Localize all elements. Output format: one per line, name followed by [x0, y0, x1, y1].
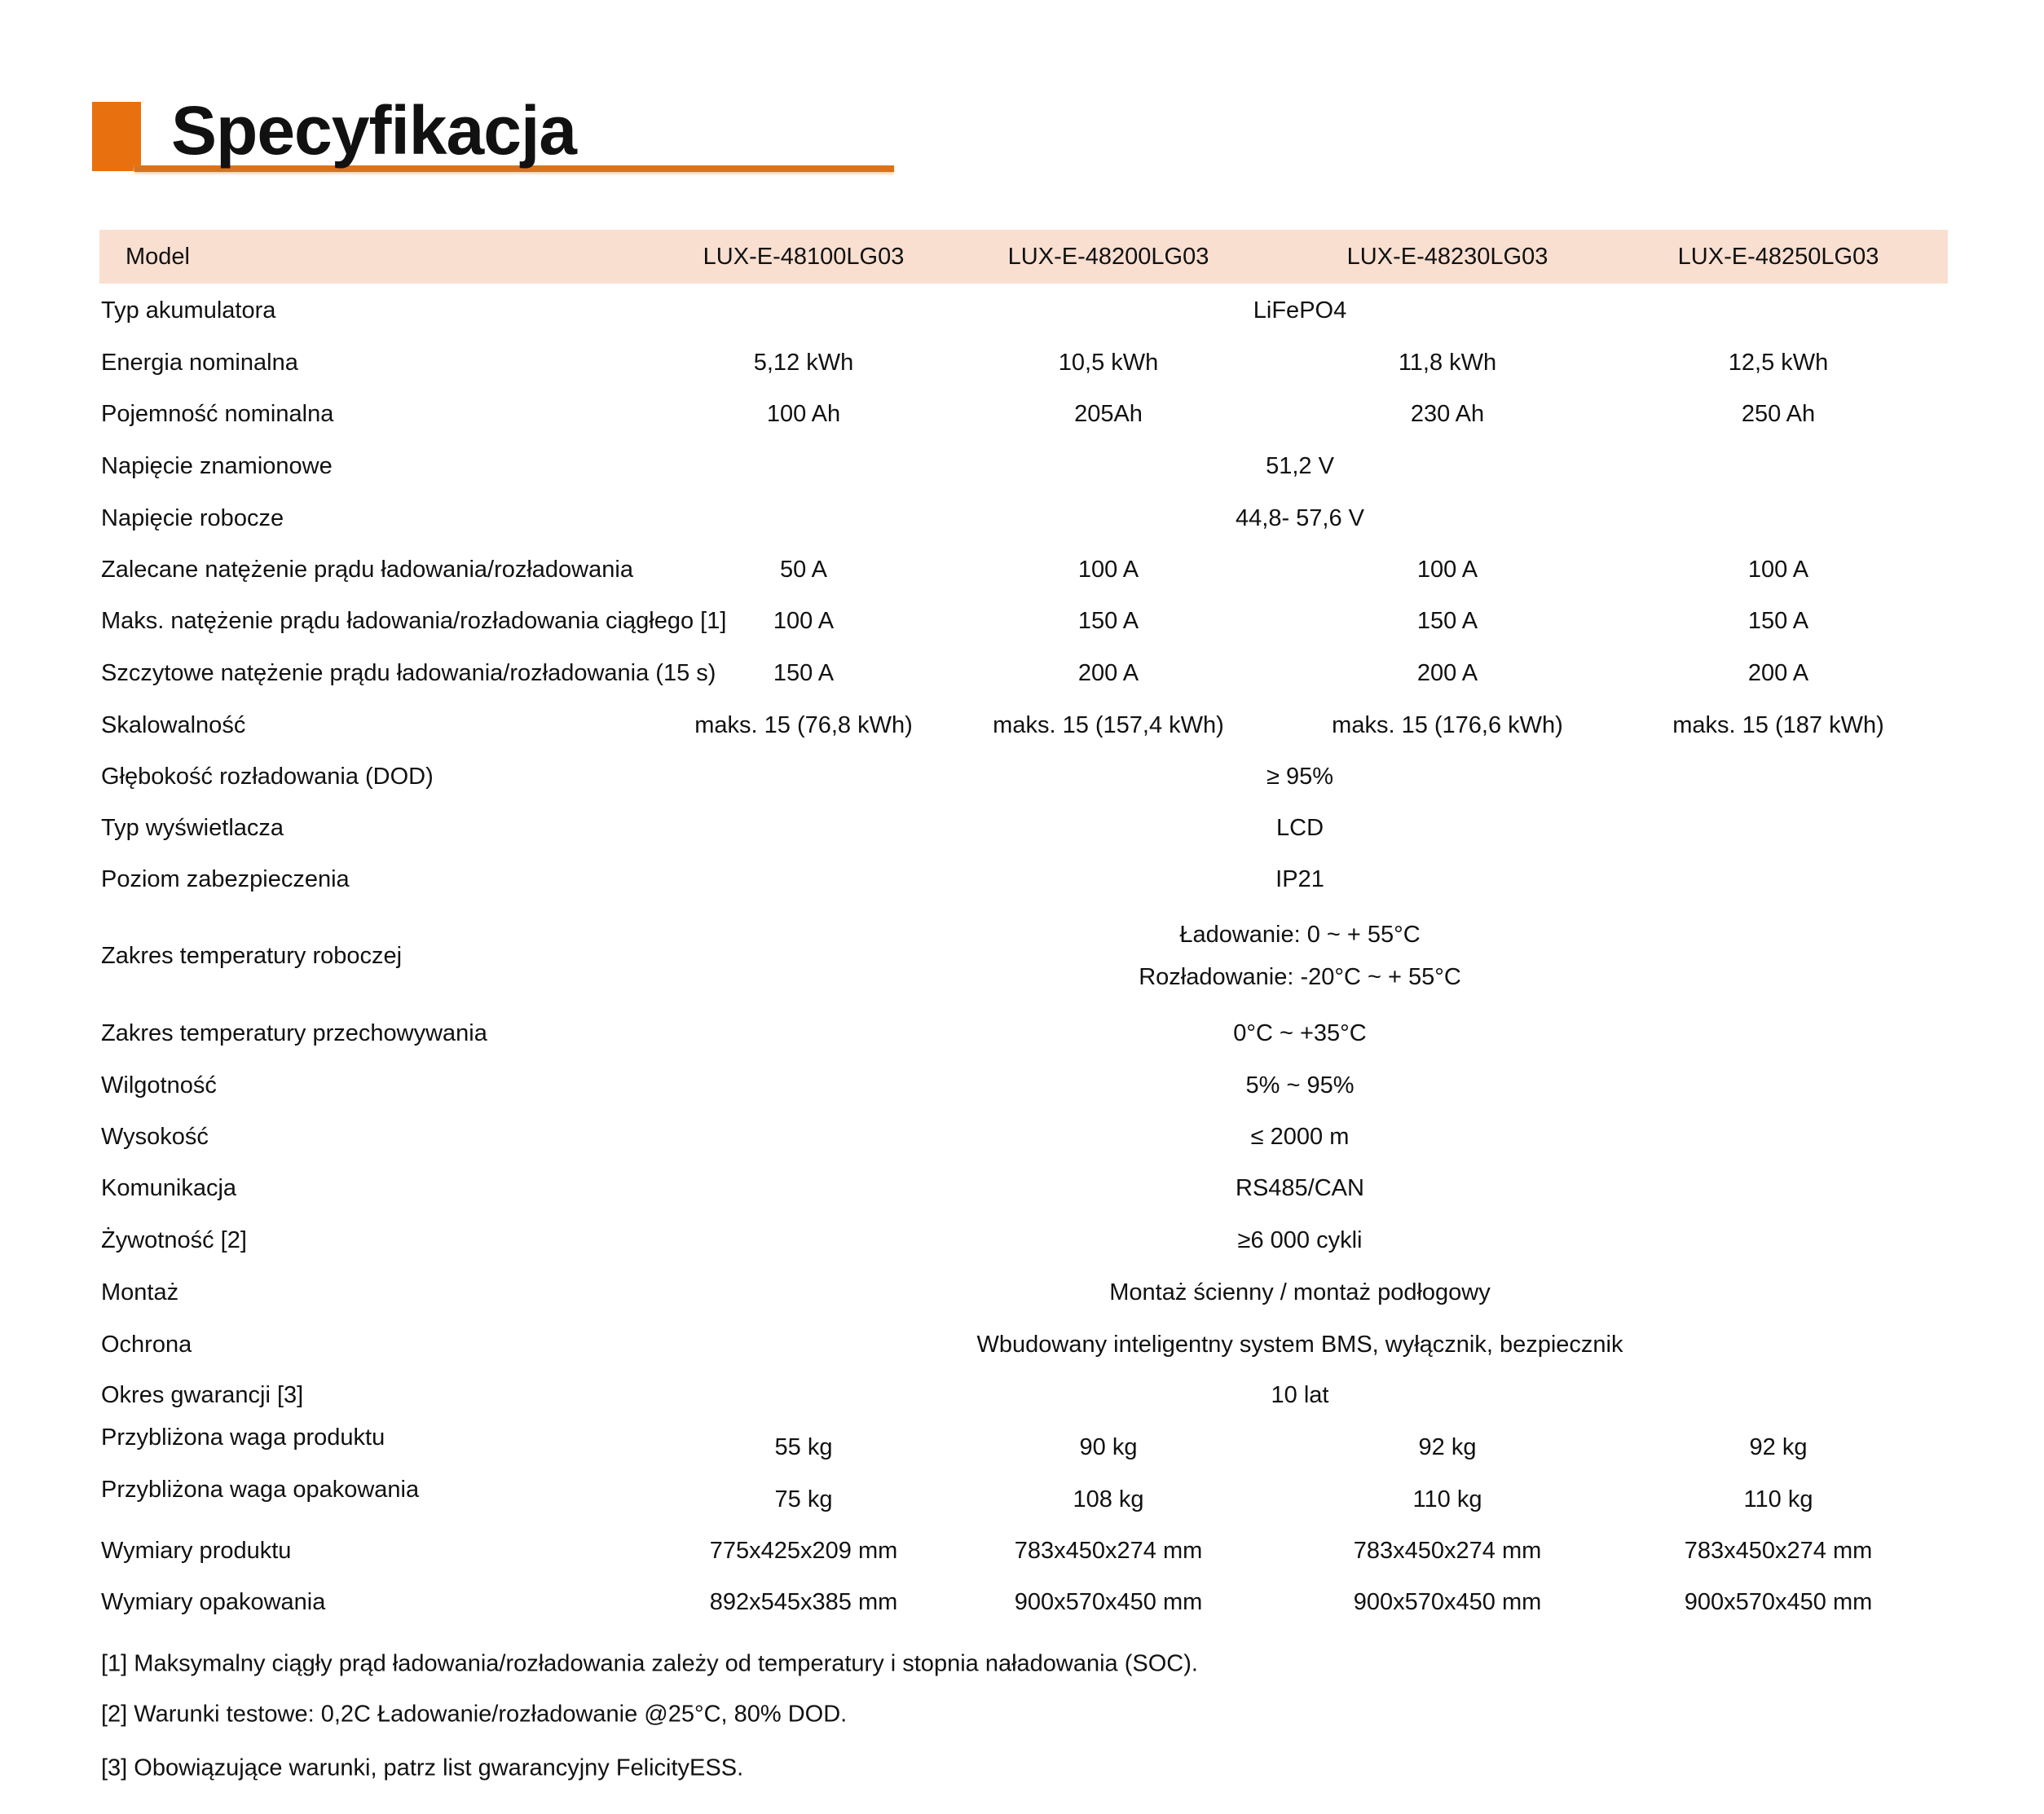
- footnote: [2] Warunki testowe: 0,2C Ładowanie/rozładowanie @25°C, 80% DOD.: [101, 1701, 848, 1728]
- row-label: Szczytowe natężenie prądu ładowania/rozładowania (15 s): [101, 660, 716, 686]
- row-value: 200 A: [1747, 660, 1809, 686]
- row-value: 250 Ah: [1741, 401, 1816, 427]
- row-label: Zakres temperatury roboczej: [101, 943, 403, 969]
- row-value: 11,8 kWh: [1398, 350, 1497, 376]
- row-label: Ochrona: [101, 1332, 192, 1358]
- row-value-all: LCD: [1275, 815, 1324, 841]
- row-value: maks. 15 (187 kWh): [1672, 712, 1884, 738]
- row-label: Przybliżona waga produktu: [101, 1424, 385, 1451]
- row-value-all: Montaż ścienny / montaż podłogowy: [1109, 1279, 1491, 1305]
- row-value: 10,5 kWh: [1058, 350, 1159, 376]
- row-label: Komunikacja: [101, 1175, 237, 1201]
- row-value-all: RS485/CAN: [1236, 1175, 1364, 1201]
- row-value: 150 A: [1077, 608, 1139, 634]
- row-value: 775x425x209 mm: [709, 1538, 898, 1564]
- row-label: Wymiary produktu: [101, 1538, 292, 1564]
- row-value: 55 kg: [774, 1434, 833, 1460]
- row-value-all: ≥ 95%: [1266, 764, 1334, 790]
- row-value: maks. 15 (76,8 kWh): [694, 712, 913, 738]
- row-value-all: ≥6 000 cykli: [1237, 1227, 1363, 1253]
- row-value: maks. 15 (157,4 kWh): [993, 712, 1224, 738]
- header-model-name: LUX-E-48100LG03: [703, 244, 905, 270]
- row-value-all: ≤ 2000 m: [1250, 1124, 1350, 1150]
- row-label: Zalecane natężenie prądu ładowania/rozładowania: [101, 557, 633, 583]
- row-value: 50 A: [779, 557, 828, 583]
- row-value: 900x570x450 mm: [1684, 1589, 1873, 1615]
- row-value: 110 kg: [1412, 1486, 1482, 1512]
- row-value: 783x450x274 mm: [1014, 1538, 1203, 1564]
- row-value: 900x570x450 mm: [1353, 1589, 1542, 1615]
- row-value: 200 A: [1077, 660, 1139, 686]
- row-value: 100 A: [1747, 557, 1809, 583]
- row-label: Skalowalność: [101, 712, 246, 738]
- row-label: Żywotność [2]: [101, 1227, 247, 1253]
- row-value-all: 44,8- 57,6 V: [1236, 505, 1364, 531]
- row-label: Montaż: [101, 1279, 179, 1305]
- row-value: 892x545x385 mm: [709, 1589, 898, 1615]
- row-value: 200 A: [1416, 660, 1478, 686]
- row-value: 230 Ah: [1410, 401, 1485, 427]
- row-value: 783x450x274 mm: [1684, 1538, 1873, 1564]
- row-value: 205Ah: [1074, 401, 1143, 427]
- row-label: Napięcie znamionowe: [101, 453, 333, 479]
- row-label: Pojemność nominalna: [101, 401, 334, 427]
- row-value: 900x570x450 mm: [1014, 1589, 1203, 1615]
- row-label: Maks. natężenie prądu ładowania/rozładowania ciągłego [1]: [101, 608, 727, 634]
- row-value-all: 10 lat: [1271, 1382, 1329, 1408]
- row-label: Typ akumulatora: [101, 297, 276, 324]
- row-value-all: 51,2 V: [1266, 453, 1334, 479]
- row-label: Wymiary opakowania: [101, 1589, 326, 1615]
- row-value: 92 kg: [1749, 1434, 1808, 1460]
- row-value: 783x450x274 mm: [1353, 1538, 1542, 1564]
- row-value: 110 kg: [1743, 1486, 1813, 1512]
- row-value-line: Rozładowanie: -20°C ~ + 55°C: [1139, 964, 1461, 990]
- row-value: 150 A: [773, 660, 835, 686]
- header-model-name: LUX-E-48250LG03: [1677, 244, 1879, 270]
- row-label: Wilgotność: [101, 1072, 217, 1099]
- row-label: Przybliżona waga opakowania: [101, 1477, 420, 1503]
- row-value: 75 kg: [774, 1486, 833, 1512]
- row-value: 5,12 kWh: [753, 350, 854, 376]
- row-value-all: 5% ~ 95%: [1245, 1072, 1355, 1099]
- row-label: Energia nominalna: [101, 350, 298, 376]
- row-value: 108 kg: [1073, 1486, 1144, 1512]
- row-label: Głębokość rozładowania (DOD): [101, 764, 434, 790]
- footnote: [1] Maksymalny ciągły prąd ładowania/rozładowania zależy od temperatury i stopnia naładowania (SOC).: [101, 1650, 1198, 1677]
- row-value-line: Ładowanie: 0 ~ + 55°C: [1179, 922, 1421, 948]
- row-value: 100 A: [1077, 557, 1139, 583]
- row-label: Okres gwarancji [3]: [101, 1382, 304, 1408]
- row-value: 150 A: [1416, 608, 1478, 634]
- row-label: Poziom zabezpieczenia: [101, 866, 350, 892]
- row-value: 100 A: [773, 608, 835, 634]
- header-model-name: LUX-E-48230LG03: [1346, 244, 1548, 270]
- footnote: [3] Obowiązujące warunki, patrz list gwarancyjny FelicityESS.: [101, 1755, 744, 1781]
- row-value: 92 kg: [1418, 1434, 1477, 1460]
- row-label: Wysokość: [101, 1124, 209, 1150]
- row-value: maks. 15 (176,6 kWh): [1332, 712, 1563, 738]
- header-model-label: Model: [126, 244, 190, 270]
- row-value-all: IP21: [1275, 866, 1324, 892]
- row-value-all: 0°C ~ +35°C: [1233, 1020, 1367, 1046]
- page-title: Specyfikacja: [171, 92, 577, 169]
- row-value: 100 A: [1416, 557, 1478, 583]
- row-label: Zakres temperatury przechowywania: [101, 1020, 487, 1046]
- row-value: 150 A: [1747, 608, 1809, 634]
- header-model-name: LUX-E-48200LG03: [1007, 244, 1209, 270]
- row-label: Napięcie robocze: [101, 505, 284, 531]
- row-value: 12,5 kWh: [1728, 350, 1829, 376]
- title-accent-bar: [92, 102, 141, 171]
- row-value: 100 Ah: [766, 401, 841, 427]
- row-value-all: Wbudowany inteligentny system BMS, wyłącznik, bezpiecznik: [976, 1332, 1623, 1358]
- row-label: Typ wyświetlacza: [101, 815, 284, 841]
- row-value-all: LiFePO4: [1253, 297, 1347, 324]
- row-value: 90 kg: [1079, 1434, 1138, 1460]
